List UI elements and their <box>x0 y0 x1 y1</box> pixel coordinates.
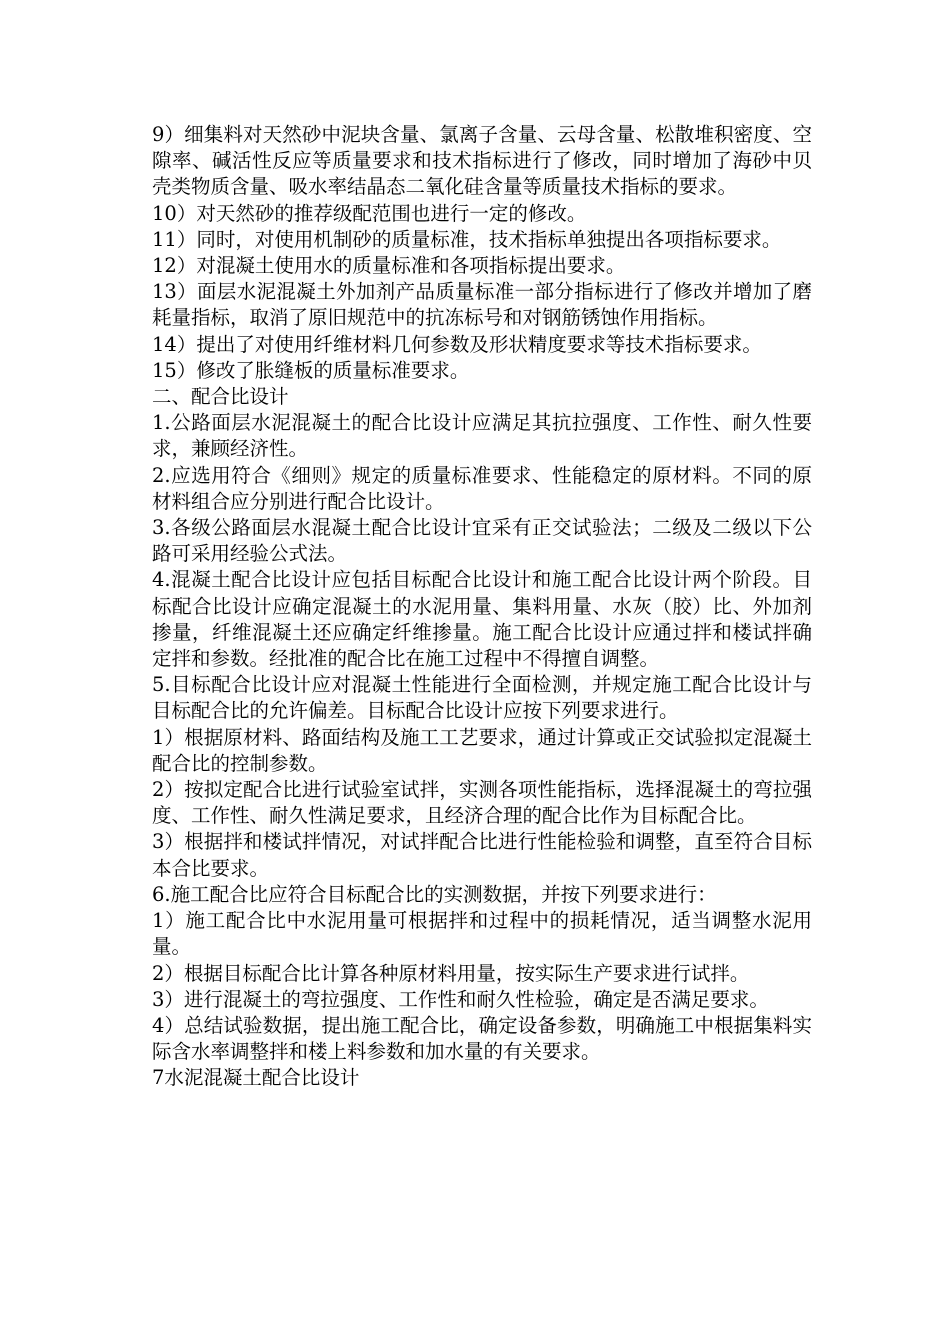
paragraph-clause-2: 2.应选用符合《细则》规定的质量标准要求、性能稳定的原材料。不同的原材料组合应分别进行配合比设计。 <box>152 463 812 513</box>
paragraph-clause-1: 1.公路面层水泥混凝土的配合比设计应满足其抗拉强度、工作性、耐久性要求，兼顾经济性。 <box>152 411 812 461</box>
paragraph-clause-5-item-3: 3）根据拌和楼试拌情况，对试拌配合比进行性能检验和调整，直至符合目标本合比要求。 <box>152 830 812 880</box>
paragraph-clause-5: 5.目标配合比设计应对混凝土性能进行全面检测，并规定施工配合比设计与目标配合比的允许偏差。目标配合比设计应按下列要求进行。 <box>152 673 812 723</box>
paragraph-item-14: 14）提出了对使用纤维材料几何参数及形状精度要求等技术指标要求。 <box>152 332 762 356</box>
paragraph-clause-6-item-3: 3）进行混凝土的弯拉强度、工作性和耐久性检验，确定是否满足要求。 <box>152 987 769 1011</box>
paragraph-item-11: 11）同时，对使用机制砂的质量标准，技术指标单独提出各项指标要求。 <box>152 227 782 251</box>
paragraph-clause-6-item-4: 4）总结试验数据，提出施工配合比，确定设备参数，明确施工中根据集料实际含水率调整拌和楼上料参数和加水量的有关要求。 <box>152 1013 812 1064</box>
section-heading-7: 7水泥混凝土配合比设计 <box>152 1066 360 1090</box>
paragraph-clause-6-item-1: 1）施工配合比中水泥用量可根据拌和过程中的损耗情况，适当调整水泥用量。 <box>152 909 812 959</box>
paragraph-item-12: 12）对混凝土使用水的质量标准和各项指标提出要求。 <box>152 254 626 278</box>
paragraph-clause-6: 6.施工配合比应符合目标配合比的实测数据，并按下列要求进行： <box>152 882 717 906</box>
paragraph-clause-5-item-1: 1）根据原材料、路面结构及施工工艺要求，通过计算或正交试验拟定混凝土配合比的控制参数。 <box>152 725 812 775</box>
paragraph-clause-4: 4.混凝土配合比设计应包括目标配合比设计和施工配合比设计两个阶段。目标配合比设计应确定混凝土的水泥用量、集料用量、水灰（胶）比、外加剂掺量，纤维混凝土还应确定纤维掺量。施工配合比设计应通过拌和楼试拌确定拌和参数。经批准的配合比在施工过程中不得擅自调整。 <box>152 568 812 671</box>
paragraph-clause-3: 3.各级公路面层水混凝土配合比设计宜采有正交试验法；二级及二级以下公路可采用经验公式法。 <box>152 516 812 566</box>
paragraph-clause-5-item-2: 2）按拟定配合比进行试验室试拌，实测各项性能指标，选择混凝土的弯拉强度、工作性、耐久性满足要求，且经济合理的配合比作为目标配合比。 <box>152 778 812 828</box>
section-heading-mix-design: 二、配合比设计 <box>152 385 289 409</box>
paragraph-clause-6-item-2: 2）根据目标配合比计算各种原材料用量，按实际生产要求进行试拌。 <box>152 961 750 985</box>
document-page <box>152 122 812 1092</box>
paragraph-item-13: 13）面层水泥混凝土外加剂产品质量标准一部分指标进行了修改并增加了磨耗量指标，取消了原旧规范中的抗冻标号和对钢筋锈蚀作用指标。 <box>152 280 812 330</box>
paragraph-item-9: 9）细集料对天然砂中泥块含量、氯离子含量、云母含量、松散堆积密度、空隙率、碱活性反应等质量要求和技术指标进行了修改，同时增加了海砂中贝壳类物质含量、吸水率结晶态二氧化硅含量等质量技术指标的要求。 <box>152 123 812 199</box>
paragraph-item-15: 15）修改了胀缝板的质量标准要求。 <box>152 358 470 382</box>
paragraph-item-10: 10）对天然砂的推荐级配范围也进行一定的修改。 <box>152 201 587 225</box>
